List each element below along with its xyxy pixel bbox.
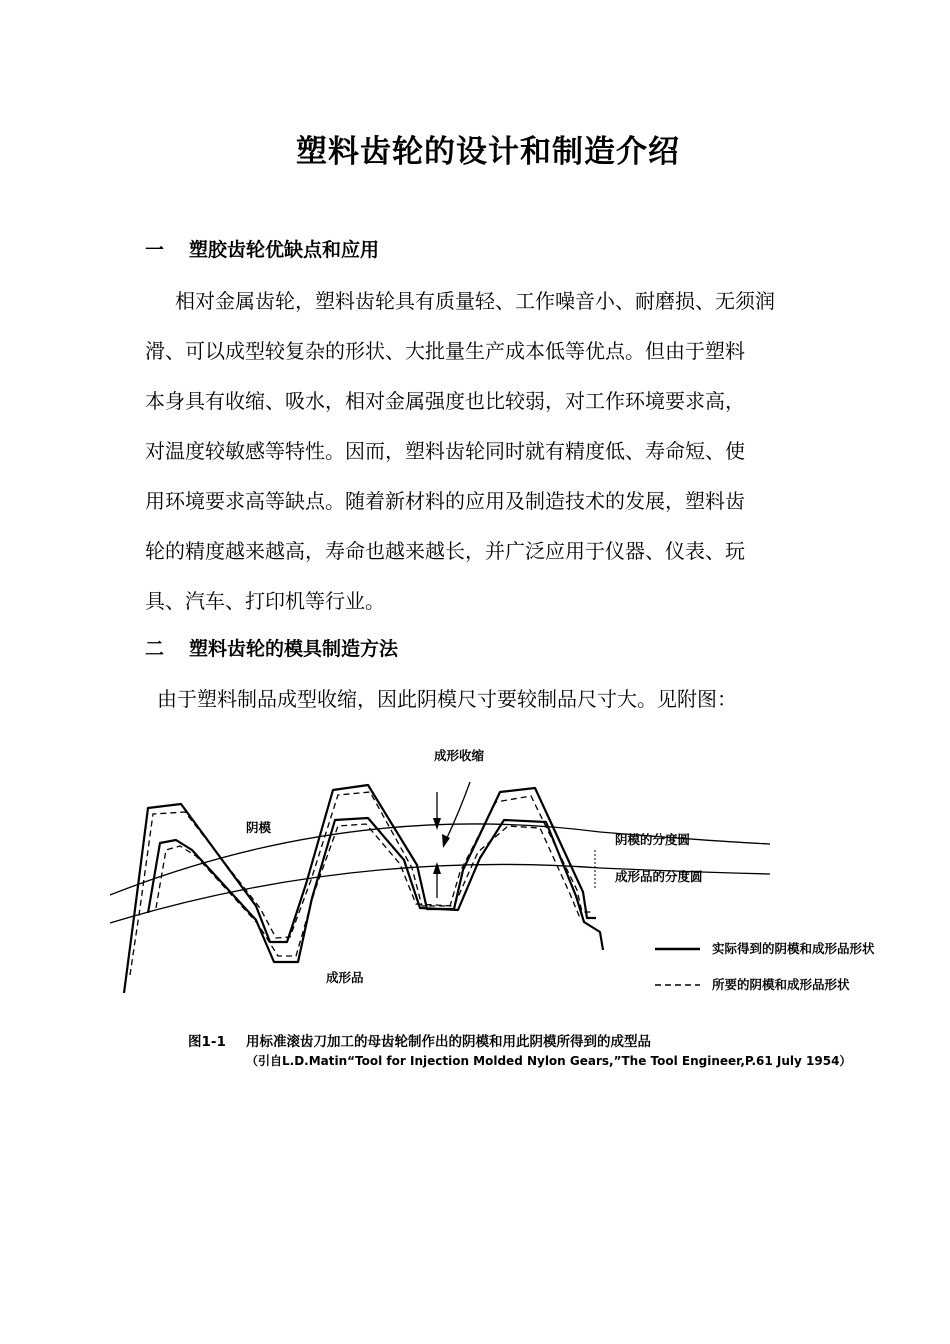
mold-actual-profile bbox=[124, 785, 596, 993]
gear-figure bbox=[100, 740, 920, 1080]
gear-profile-diagram bbox=[100, 740, 920, 1080]
mold-label: 阴模 bbox=[246, 820, 272, 835]
paragraph-line: 对温度较敏感等特性。因而，塑料齿轮同时就有精度低、寿命短、使 bbox=[145, 439, 745, 463]
product-required-profile bbox=[156, 824, 580, 956]
section-2-paragraph bbox=[145, 674, 845, 724]
paragraph-line: 本身具有收缩、吸水，相对金属强度也比较弱，对工作环境要求高， bbox=[145, 389, 745, 413]
shrinkage-arrowhead-up bbox=[433, 862, 441, 874]
product-actual-profile bbox=[148, 818, 603, 962]
paragraph-line: 相对金属齿轮，塑料齿轮具有质量轻、工作噪音小、耐磨损、无须润 bbox=[175, 289, 775, 313]
shrinkage-label: 成形收缩 bbox=[434, 748, 485, 763]
legend-required-label: 所要的阴模和成形品形状 bbox=[712, 977, 850, 992]
paragraph-line: 具、汽车、打印机等行业。 bbox=[145, 589, 385, 613]
product-pitch-circle-curve bbox=[110, 864, 600, 923]
section-heading-2 bbox=[145, 634, 398, 664]
section-title: 塑胶齿轮优缺点和应用 bbox=[189, 239, 380, 261]
shrinkage-pointer-head bbox=[442, 834, 450, 848]
section-heading-1 bbox=[145, 235, 379, 265]
page-title: 塑料齿轮的设计和制造介绍 bbox=[296, 134, 680, 170]
figure-caption bbox=[188, 1033, 651, 1051]
figure-caption-text: 用标准滚齿刀加工的母齿轮制作出的阴模和用此阴模所得到的成型品 bbox=[246, 1034, 651, 1050]
mold-pitch-circle-curve bbox=[110, 824, 600, 895]
product-label: 成形品 bbox=[326, 970, 364, 985]
legend-actual-label: 实际得到的阴模和成形品形状 bbox=[712, 941, 875, 956]
product-pitch-circle-label: 成形品的分度圆 bbox=[615, 869, 703, 884]
paragraph-line: 由于塑料制品成型收缩，因此阴模尺寸要较制品尺寸大。见附图： bbox=[157, 687, 737, 711]
paragraph-line: 轮的精度越来越高，寿命也越来越长，并广泛应用于仪器、仪表、玩 bbox=[145, 539, 745, 563]
figure-number: 图1-1 bbox=[188, 1034, 226, 1050]
section-1-paragraph bbox=[145, 276, 845, 626]
shrinkage-pointer bbox=[446, 782, 470, 840]
section-title: 塑料齿轮的模具制造方法 bbox=[189, 638, 399, 660]
section-number: 二 bbox=[145, 638, 165, 660]
section-number: 一 bbox=[145, 239, 165, 261]
paragraph-line: 滑、可以成型较复杂的形状、大批量生产成本低等优点。但由于塑料 bbox=[145, 339, 745, 363]
figure-source: （引自L.D.Matin“Tool for Injection Molded Nylon Gears,”The Tool Engineer,P.61 July 1954） bbox=[246, 1054, 852, 1068]
paragraph-line: 用环境要求高等缺点。随着新材料的应用及制造技术的发展，塑料齿 bbox=[145, 489, 745, 513]
mold-pitch-circle-label: 阴模的分度圆 bbox=[615, 832, 691, 847]
